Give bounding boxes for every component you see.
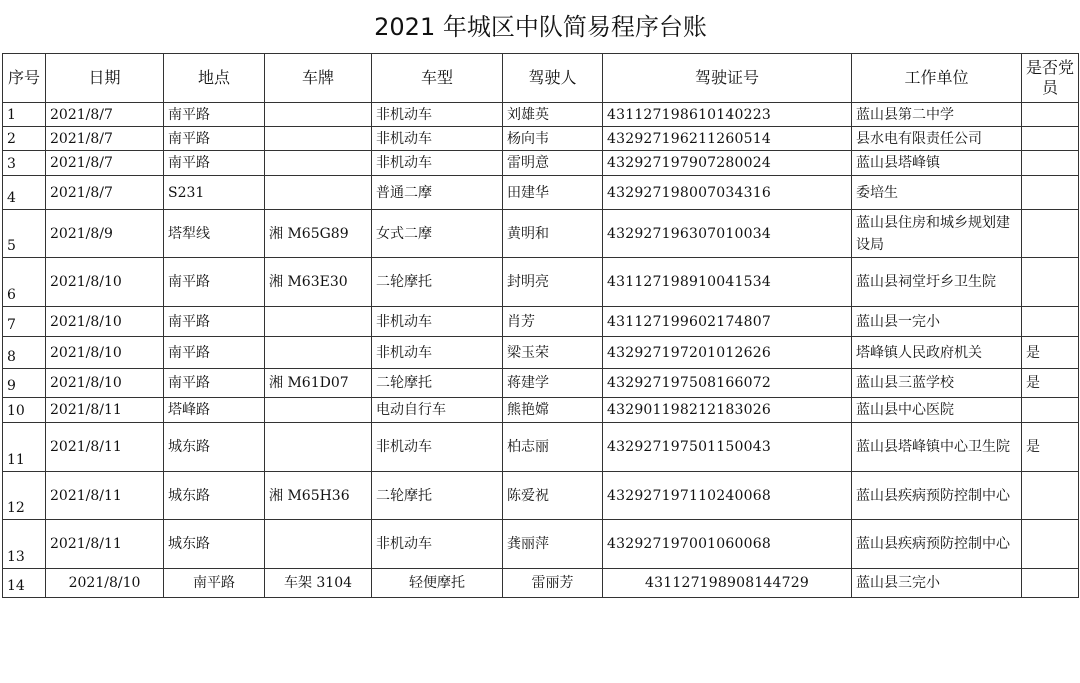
cell-party-member (1022, 127, 1079, 151)
cell-location: 南平路 (164, 258, 265, 307)
cell-workplace: 蓝山县第二中学 (852, 103, 1022, 127)
header-plate: 车牌 (265, 54, 372, 103)
cell-driver: 陈爱祝 (503, 472, 603, 520)
cell-location: 城东路 (164, 423, 265, 472)
cell-party-member (1022, 307, 1079, 337)
cell-workplace: 蓝山县中心医院 (852, 398, 1022, 423)
cell-vehicle-type: 电动自行车 (372, 398, 503, 423)
cell-driver: 田建华 (503, 176, 603, 210)
cell-license: 432927197907280024 (603, 151, 852, 176)
cell-location: 城东路 (164, 520, 265, 569)
cell-date: 2021/8/7 (46, 103, 164, 127)
table-row (3, 210, 1079, 258)
cell-party-member (1022, 258, 1079, 307)
header-location: 地点 (164, 54, 265, 103)
cell-party-member (1022, 151, 1079, 176)
cell-plate (265, 337, 372, 369)
cell-vehicle-type: 非机动车 (372, 423, 503, 472)
cell-plate (265, 307, 372, 337)
cell-driver: 雷丽芳 (503, 569, 603, 598)
cell-vehicle-type: 二轮摩托 (372, 258, 503, 307)
table-row (3, 472, 1079, 520)
cell-date: 2021/8/11 (46, 423, 164, 472)
cell-plate (265, 176, 372, 210)
cell-plate (265, 151, 372, 176)
cell-driver: 蒋建学 (503, 369, 603, 398)
header-seq: 序号 (3, 54, 46, 103)
cell-license: 431127198610140223 (603, 103, 852, 127)
cell-party-member (1022, 103, 1079, 127)
cell-seq: 4 (3, 176, 46, 210)
header-date: 日期 (46, 54, 164, 103)
cell-plate (265, 127, 372, 151)
cell-plate: 湘 M63E30 (265, 258, 372, 307)
cell-workplace: 蓝山县一完小 (852, 307, 1022, 337)
cell-location: 南平路 (164, 337, 265, 369)
cell-vehicle-type: 非机动车 (372, 307, 503, 337)
cell-party-member (1022, 569, 1079, 598)
cell-license: 431127199602174807 (603, 307, 852, 337)
table-row (3, 127, 1079, 151)
cell-location: 南平路 (164, 103, 265, 127)
table-row (3, 258, 1079, 307)
cell-license: 432927198007034316 (603, 176, 852, 210)
cell-vehicle-type: 女式二摩 (372, 210, 503, 258)
cell-workplace: 蓝山县塔峰镇中心卫生院 (852, 423, 1022, 472)
cell-license: 432927197001060068 (603, 520, 852, 569)
cell-date: 2021/8/11 (46, 472, 164, 520)
cell-seq: 2 (3, 127, 46, 151)
cell-vehicle-type: 二轮摩托 (372, 472, 503, 520)
cell-workplace: 蓝山县三完小 (852, 569, 1022, 598)
cell-vehicle-type: 非机动车 (372, 337, 503, 369)
cell-workplace: 蓝山县疾病预防控制中心 (852, 520, 1022, 569)
cell-seq: 13 (3, 520, 46, 569)
cell-seq: 14 (3, 569, 46, 598)
cell-seq: 6 (3, 258, 46, 307)
ledger-body (3, 103, 1079, 598)
cell-plate: 湘 M61D07 (265, 369, 372, 398)
header-row (3, 54, 1079, 103)
cell-party-member: 是 (1022, 423, 1079, 472)
cell-plate (265, 520, 372, 569)
cell-plate (265, 423, 372, 472)
cell-party-member: 是 (1022, 369, 1079, 398)
cell-seq: 11 (3, 423, 46, 472)
cell-date: 2021/8/10 (46, 569, 164, 598)
cell-location: 南平路 (164, 369, 265, 398)
cell-location: S231 (164, 176, 265, 210)
table-row (3, 337, 1079, 369)
cell-seq: 8 (3, 337, 46, 369)
cell-workplace: 蓝山县疾病预防控制中心 (852, 472, 1022, 520)
cell-date: 2021/8/7 (46, 151, 164, 176)
cell-plate (265, 103, 372, 127)
cell-workplace: 委培生 (852, 176, 1022, 210)
cell-party-member (1022, 398, 1079, 423)
cell-date: 2021/8/7 (46, 127, 164, 151)
cell-driver: 雷明意 (503, 151, 603, 176)
cell-driver: 杨向韦 (503, 127, 603, 151)
table-row (3, 398, 1079, 423)
cell-license: 432927197110240068 (603, 472, 852, 520)
cell-driver: 熊艳嫦 (503, 398, 603, 423)
cell-seq: 1 (3, 103, 46, 127)
cell-vehicle-type: 二轮摩托 (372, 369, 503, 398)
cell-workplace: 县水电有限责任公司 (852, 127, 1022, 151)
cell-location: 南平路 (164, 307, 265, 337)
cell-plate: 车架 3104 (265, 569, 372, 598)
cell-party-member (1022, 520, 1079, 569)
table-row (3, 307, 1079, 337)
cell-seq: 7 (3, 307, 46, 337)
cell-date: 2021/8/10 (46, 258, 164, 307)
cell-date: 2021/8/11 (46, 520, 164, 569)
cell-party-member (1022, 176, 1079, 210)
cell-date: 2021/8/9 (46, 210, 164, 258)
cell-vehicle-type: 非机动车 (372, 520, 503, 569)
table-row (3, 176, 1079, 210)
ledger-table (2, 0, 1079, 598)
table-row (3, 151, 1079, 176)
page-title: 2021 年城区中队简易程序台账 (3, 1, 1079, 54)
cell-license: 431127198908144729 (603, 569, 852, 598)
cell-license: 432901198212183026 (603, 398, 852, 423)
table-row (3, 369, 1079, 398)
cell-location: 南平路 (164, 127, 265, 151)
cell-license: 432927196307010034 (603, 210, 852, 258)
cell-driver: 封明亮 (503, 258, 603, 307)
cell-location: 南平路 (164, 151, 265, 176)
cell-seq: 12 (3, 472, 46, 520)
table-row (3, 520, 1079, 569)
cell-workplace: 蓝山县塔峰镇 (852, 151, 1022, 176)
table-row (3, 103, 1079, 127)
cell-location: 塔犁线 (164, 210, 265, 258)
cell-vehicle-type: 轻便摩托 (372, 569, 503, 598)
cell-workplace: 蓝山县三蓝学校 (852, 369, 1022, 398)
cell-license: 432927196211260514 (603, 127, 852, 151)
cell-location: 城东路 (164, 472, 265, 520)
header-vehicle-type: 车型 (372, 54, 503, 103)
table-row (3, 569, 1079, 598)
cell-seq: 10 (3, 398, 46, 423)
cell-workplace: 蓝山县住房和城乡规划建设局 (852, 210, 1022, 258)
cell-driver: 肖芳 (503, 307, 603, 337)
cell-license: 432927197501150043 (603, 423, 852, 472)
cell-vehicle-type: 非机动车 (372, 151, 503, 176)
header-workplace: 工作单位 (852, 54, 1022, 103)
header-party-member: 是否党员 (1022, 54, 1079, 103)
cell-license: 432927197508166072 (603, 369, 852, 398)
cell-driver: 梁玉荣 (503, 337, 603, 369)
cell-date: 2021/8/11 (46, 398, 164, 423)
header-driver: 驾驶人 (503, 54, 603, 103)
cell-seq: 3 (3, 151, 46, 176)
cell-license: 431127198910041534 (603, 258, 852, 307)
cell-vehicle-type: 非机动车 (372, 127, 503, 151)
cell-location: 塔峰路 (164, 398, 265, 423)
cell-date: 2021/8/10 (46, 369, 164, 398)
cell-plate: 湘 M65G89 (265, 210, 372, 258)
table-row (3, 423, 1079, 472)
cell-vehicle-type: 非机动车 (372, 103, 503, 127)
cell-date: 2021/8/7 (46, 176, 164, 210)
header-license: 驾驶证号 (603, 54, 852, 103)
cell-workplace: 塔峰镇人民政府机关 (852, 337, 1022, 369)
cell-location: 南平路 (164, 569, 265, 598)
cell-driver: 刘雄英 (503, 103, 603, 127)
cell-date: 2021/8/10 (46, 337, 164, 369)
cell-vehicle-type: 普通二摩 (372, 176, 503, 210)
cell-plate: 湘 M65H36 (265, 472, 372, 520)
cell-date: 2021/8/10 (46, 307, 164, 337)
cell-driver: 龚丽萍 (503, 520, 603, 569)
cell-workplace: 蓝山县祠堂圩乡卫生院 (852, 258, 1022, 307)
cell-license: 432927197201012626 (603, 337, 852, 369)
cell-party-member (1022, 472, 1079, 520)
cell-driver: 黄明和 (503, 210, 603, 258)
cell-party-member: 是 (1022, 337, 1079, 369)
cell-seq: 9 (3, 369, 46, 398)
cell-plate (265, 398, 372, 423)
cell-party-member (1022, 210, 1079, 258)
cell-driver: 柏志丽 (503, 423, 603, 472)
cell-seq: 5 (3, 210, 46, 258)
